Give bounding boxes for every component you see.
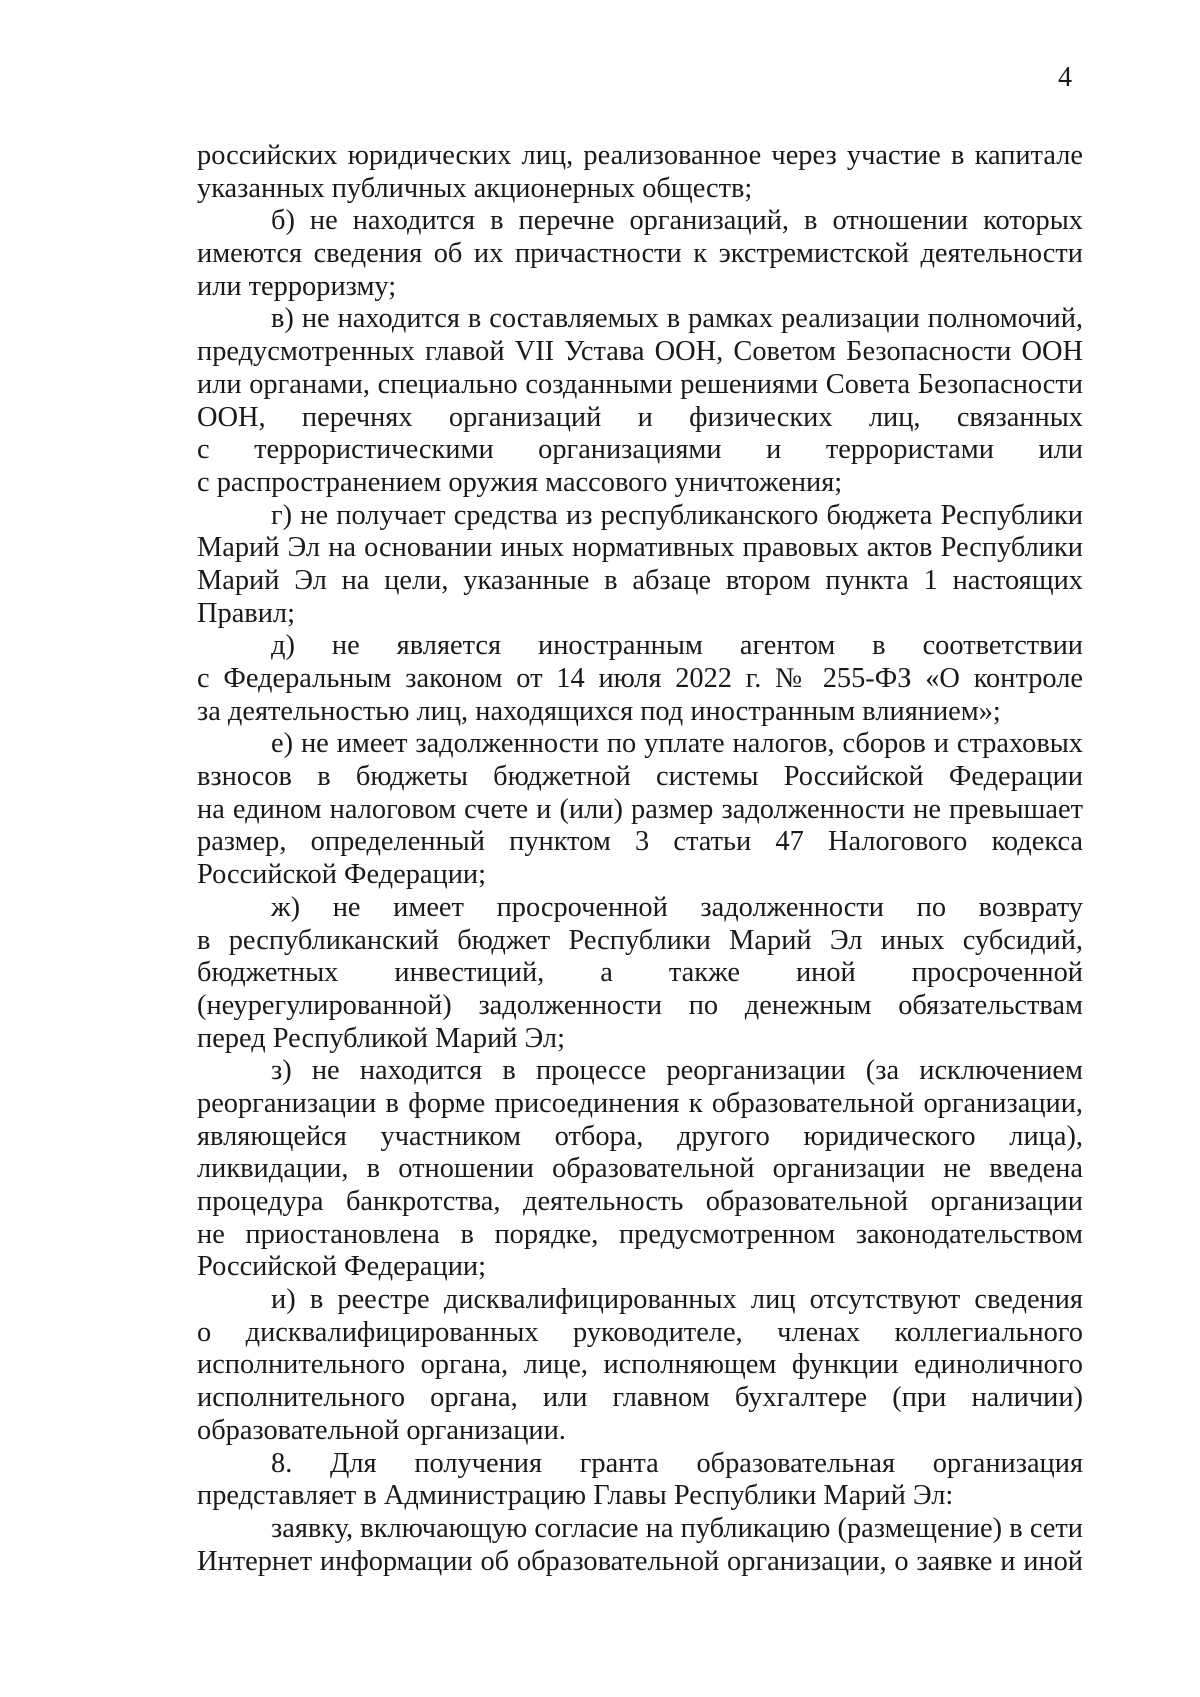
- text-line: г) не получает средства из республиканского бюджета Республики: [271, 499, 1083, 531]
- text-line: о дисквалифицированных руководителе, членах коллегиального: [197, 1316, 1083, 1348]
- text-line: Интернет информации об образовательной организации, о заявке и иной: [197, 1545, 1083, 1577]
- text-line: или органами, специально созданными решениями Совета Безопасности: [197, 368, 1083, 400]
- text-line: перед Республикой Марий Эл;: [197, 1022, 565, 1054]
- text-line: с распространением оружия массового уничтожения;: [197, 466, 843, 498]
- text-line: д) не является иностранным агентом в соответствии: [271, 630, 1083, 662]
- text-line: Правил;: [197, 597, 295, 629]
- text-line: ж) не имеет просроченной задолженности по возврату: [271, 891, 1083, 923]
- text-line: являющейся участником отбора, другого юридического лица),: [197, 1120, 1083, 1152]
- text-line: размер, определенный пунктом 3 статьи 47 Налогового кодекса: [197, 826, 1083, 858]
- text-line: представляет в Администрацию Главы Республики Марий Эл:: [197, 1480, 954, 1512]
- text-line: образовательной организации.: [197, 1414, 566, 1446]
- text-line: с Федеральным законом от 14 июля 2022 г. № 255-ФЗ «О контроле: [197, 663, 1083, 694]
- text-line: Марий Эл на основании иных нормативных правовых актов Республики: [197, 532, 1083, 564]
- text-line: процедура банкротства, деятельность образовательной организации: [197, 1186, 1083, 1217]
- text-line: Российской Федерации;: [197, 859, 486, 891]
- text-line: ООН, перечнях организаций и физических лиц, связанных: [197, 401, 1083, 433]
- text-line: в) не находится в составляемых в рамках реализации полномочий,: [271, 303, 1083, 335]
- text-line: на едином налоговом счете и (или) размер задолженности не превышает: [197, 793, 1083, 825]
- text-line: российских юридических лиц, реализованное через участие в капитале: [197, 140, 1083, 171]
- text-line: Марий Эл на цели, указанные в абзаце втором пункта 1 настоящих: [197, 564, 1083, 596]
- text-line: имеются сведения об их причастности к экстремистской деятельности: [197, 238, 1083, 270]
- text-line: не приостановлена в порядке, предусмотренном законодательством: [197, 1218, 1083, 1250]
- text-line: ликвидации, в отношении образовательной организации не введена: [197, 1153, 1083, 1185]
- text-line: реорганизации в форме присоединения к образовательной организации,: [197, 1087, 1083, 1119]
- text-line: взносов в бюджеты бюджетной системы Российской Федерации: [197, 761, 1083, 793]
- text-line: Российской Федерации;: [197, 1251, 486, 1283]
- text-line: указанных публичных акционерных обществ;: [197, 172, 753, 204]
- document-body: [197, 140, 1083, 1578]
- text-line: исполнительного органа, или главном бухгалтере (при наличии): [197, 1382, 1083, 1414]
- text-line: за деятельностью лиц, находящихся под иностранным влиянием»;: [197, 695, 1001, 727]
- text-line: е) не имеет задолженности по уплате налогов, сборов и страховых: [271, 728, 1083, 760]
- text-line: з) не находится в процессе реорганизации (за исключением: [271, 1055, 1083, 1087]
- text-line: заявку, включающую согласие на публикацию (размещение) в сети: [271, 1512, 1083, 1544]
- text-line: и) в реестре дисквалифицированных лиц отсутствуют сведения: [271, 1284, 1083, 1316]
- text-line: в республиканский бюджет Республики Марий Эл иных субсидий,: [197, 924, 1083, 956]
- page-number: 4: [1058, 62, 1072, 93]
- text-line: б) не находится в перечне организаций, в отношении которых: [271, 205, 1083, 237]
- text-line: бюджетных инвестиций, а также иной просроченной: [197, 957, 1083, 989]
- text-line: или терроризму;: [197, 270, 397, 302]
- text-line: с террористическими организациями и террористами или: [197, 434, 1083, 466]
- text-line: исполнительного органа, лице, исполняющем функции единоличного: [197, 1349, 1083, 1381]
- text-line: (неурегулированной) задолженности по денежным обязательствам: [197, 989, 1083, 1021]
- text-line: предусмотренных главой VII Устава ООН, Советом Безопасности ООН: [197, 336, 1083, 368]
- text-line: 8. Для получения гранта образовательная организация: [271, 1447, 1083, 1479]
